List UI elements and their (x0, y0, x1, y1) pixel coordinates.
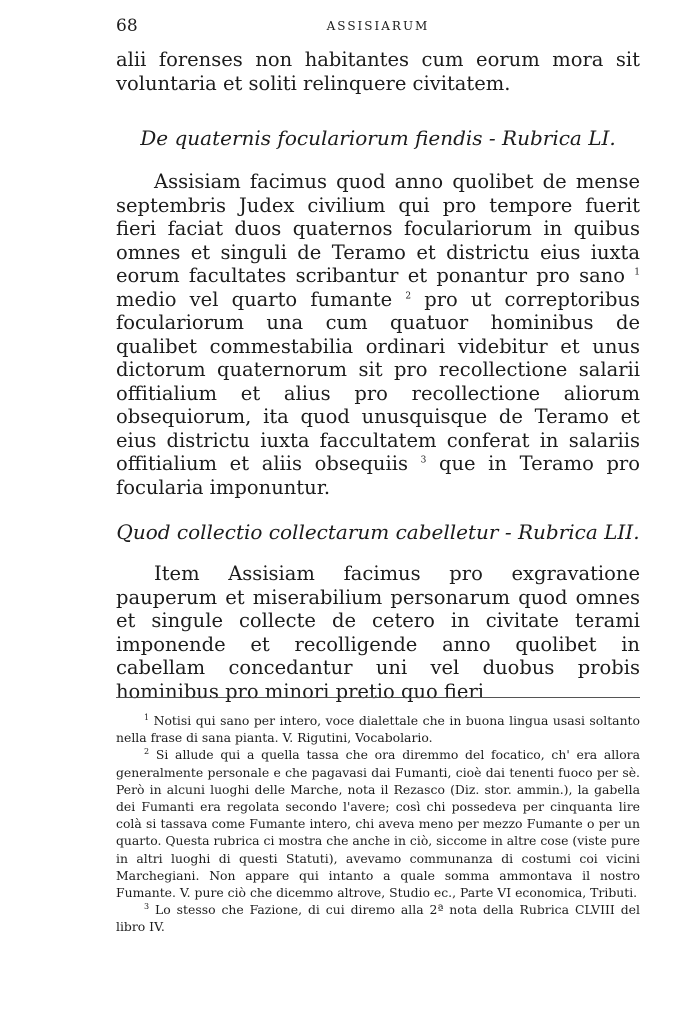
rubric-51-paragraph (116, 170, 640, 499)
footnote-3-text: Lo stesso che Fazione, di cui diremo alla 2ª nota della Rubrica CLVIII del libro IV. (116, 902, 640, 935)
footnote-ref-2: 2 (405, 291, 412, 301)
running-head: ASSISIARUM (326, 19, 430, 33)
footnote-1-text: Notisi qui sano per intero, voce dialettale che in buona lingua usasi soltanto nella frase di sana pianta. V. Rigutini, Vocabolario. (116, 713, 640, 746)
rubric-heading-51: De quaternis foculariorum fiendis - Rubrica LI. (140, 126, 616, 150)
footnotes (116, 712, 640, 936)
footnote-2-mark: 2 (144, 747, 150, 757)
page-number: 68 (116, 16, 138, 36)
footnote-2 (116, 746, 640, 901)
rubric-52-text: Item Assisiam facimus pro exgravatione pauperum et miserabilium personarum quod omnes et singule collecte de cetero in civitate terami imponende et recolligende anno quolibet in cabellam concedantur uni vel duobus probis hominibus pro minori pretio quo fieri (116, 562, 640, 703)
continuation-text: alii forenses non habitantes cum eorum mora sit voluntaria et soliti relinquere civitatem. (116, 48, 640, 95)
footnote-1-mark: 1 (144, 712, 150, 722)
footnote-ref-1: 1 (634, 267, 640, 278)
rubric-51-text-part1: Assisiam facimus quod anno quolibet de mense septembris Judex civilium qui pro tempore fuerit fieri faciat duos quaternos foculariorum in quibus omnes et singuli de Teramo et districtu eius iuxta eorum facultates scribantur et ponantur pro sano (116, 170, 640, 287)
rubric-51-text-part2: medio vel quarto fumante (116, 287, 393, 311)
page-header (116, 16, 640, 44)
rubric-51-text (116, 170, 640, 499)
rubric-51-text-part3: pro ut correptoribus foculariorum una cum quatuor hominibus de qualibet commestabilia ordinari videbitur et unus dictorum quaternorum sit pro recollectione salarii offitialium et alius pro recollectione aliorum obsequiorum, ita quod unusquisque de Teramo et eius districtu iuxta faccultatem conferat in salariis offitialium et aliis obsequiis (116, 287, 641, 475)
rubric-51-text-part4: que in Teramo pro focularia imponuntur. (116, 452, 640, 499)
footnote-1 (116, 712, 640, 746)
footnote-3-mark: 3 (144, 902, 150, 912)
footnote-rule (116, 697, 640, 698)
rubric-heading-52: Quod collectio collectarum cabelletur - Rubrica LII. (116, 520, 640, 544)
footnote-2-text: Si allude qui a quella tassa che ora diremmo del focatico, ch' era allora generalmente personale e che pagavasi dai Fumanti, cioè dai tenenti fuoco per sè. Però in alcuni luoghi delle Marche, nota il Rezasco (Diz. stor. ammin.), la gabella dei Fumanti era regolata secondo l'avere; così chi possedeva per cinquanta lire colà si tassava come Fumante intero, chi aveva meno per mezzo Fumante o per un quarto. Questa rubrica ci mostra che anche in ciò, siccome in altre cose (viste pure in altri luoghi di questi Statuti), avevamo communanza di costumi coi vicini Marchegiani. Non appare qui intanto a quale somma ammontava il nostro Fumante. V. pure ciò che dicemmo altrove, Studio ec., Parte VI economica, Tributi. (116, 747, 640, 901)
continuation-paragraph (116, 48, 640, 95)
footnote-3 (116, 901, 640, 935)
footnote-ref-3: 3 (420, 455, 427, 466)
rubric-52-paragraph (116, 562, 640, 703)
